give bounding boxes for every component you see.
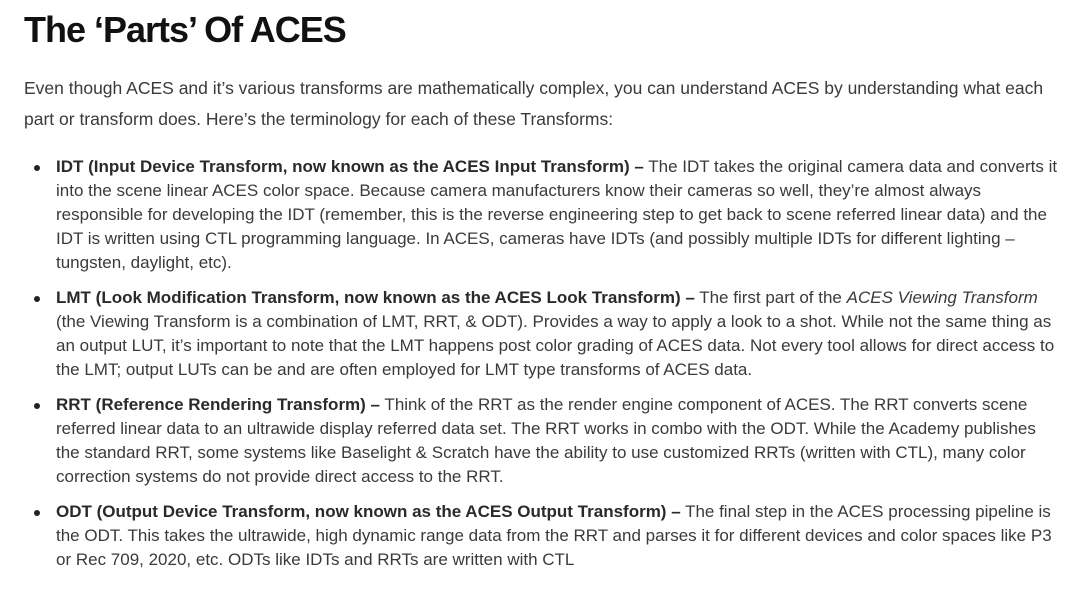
transform-list (24, 155, 1062, 572)
term-lmt: LMT (Look Modification Transform, now known as the ACES Look Transform) – (56, 288, 695, 307)
description-lmt-lead: The first part of the (694, 288, 847, 307)
bullet-icon (34, 296, 40, 302)
description-lmt: (the Viewing Transform is a combination of LMT, RRT, & ODT). Provides a way to apply a look to a shot. While not the same thing as an output LUT, it’s important to note that the LMT happens post color grading of ACES data. Not every tool allows for direct access to the LMT; output LUTs can be and are often employed for LMT type transforms of ACES data. (56, 312, 1055, 379)
section-heading: The ‘Parts’ Of ACES (24, 9, 346, 50)
description-odt: The final step in the ACES processing pipeline is the ODT. This takes the ultrawide, high dynamic range data from the RRT and parses it for different devices and color spaces like P3 or Rec 709, 2020, etc. ODTs like IDTs and RRTs are written with CTL (56, 502, 1052, 569)
intro-paragraph: Even though ACES and it’s various transforms are mathematically complex, you can understand ACES by understanding what each part or transform does. Here’s the terminology for each of these Transforms: (24, 78, 1044, 129)
description-rrt: Think of the RRT as the render engine component of ACES. The RRT converts scene referred linear data to an ultrawide display referred data set. The RRT works in combo with the ODT. While the Academy publishes the standard RRT, some systems like Baselight & Scratch have the ability to use customized RRTs (written with CTL), many color correction systems do not provide direct access to the RRT. (56, 395, 1036, 486)
term-rrt: RRT (Reference Rendering Transform) – (56, 395, 381, 414)
emphasis-viewing-transform: ACES Viewing Transform (846, 288, 1038, 307)
list-item-rrt (24, 393, 1062, 489)
list-item-idt (24, 155, 1062, 275)
bullet-icon (34, 165, 40, 171)
term-odt: ODT (Output Device Transform, now known as the ACES Output Transform) – (56, 502, 681, 521)
list-item-odt (24, 500, 1062, 572)
bullet-icon (34, 510, 40, 516)
description-idt: The IDT takes the original camera data and converts it into the scene linear ACES color space. Because camera manufacturers know their cameras so well, they’re almost always responsible for developing the IDT (remember, this is the reverse engineering step to get back to scene referred linear data) and the IDT is written using CTL programming language. In ACES, cameras have IDTs (and possibly multiple IDTs for different lighting – tungsten, daylight, etc). (56, 157, 1058, 272)
term-idt: IDT (Input Device Transform, now known as the ACES Input Transform) – (56, 157, 644, 176)
bullet-icon (34, 403, 40, 409)
list-item-lmt (24, 286, 1062, 382)
